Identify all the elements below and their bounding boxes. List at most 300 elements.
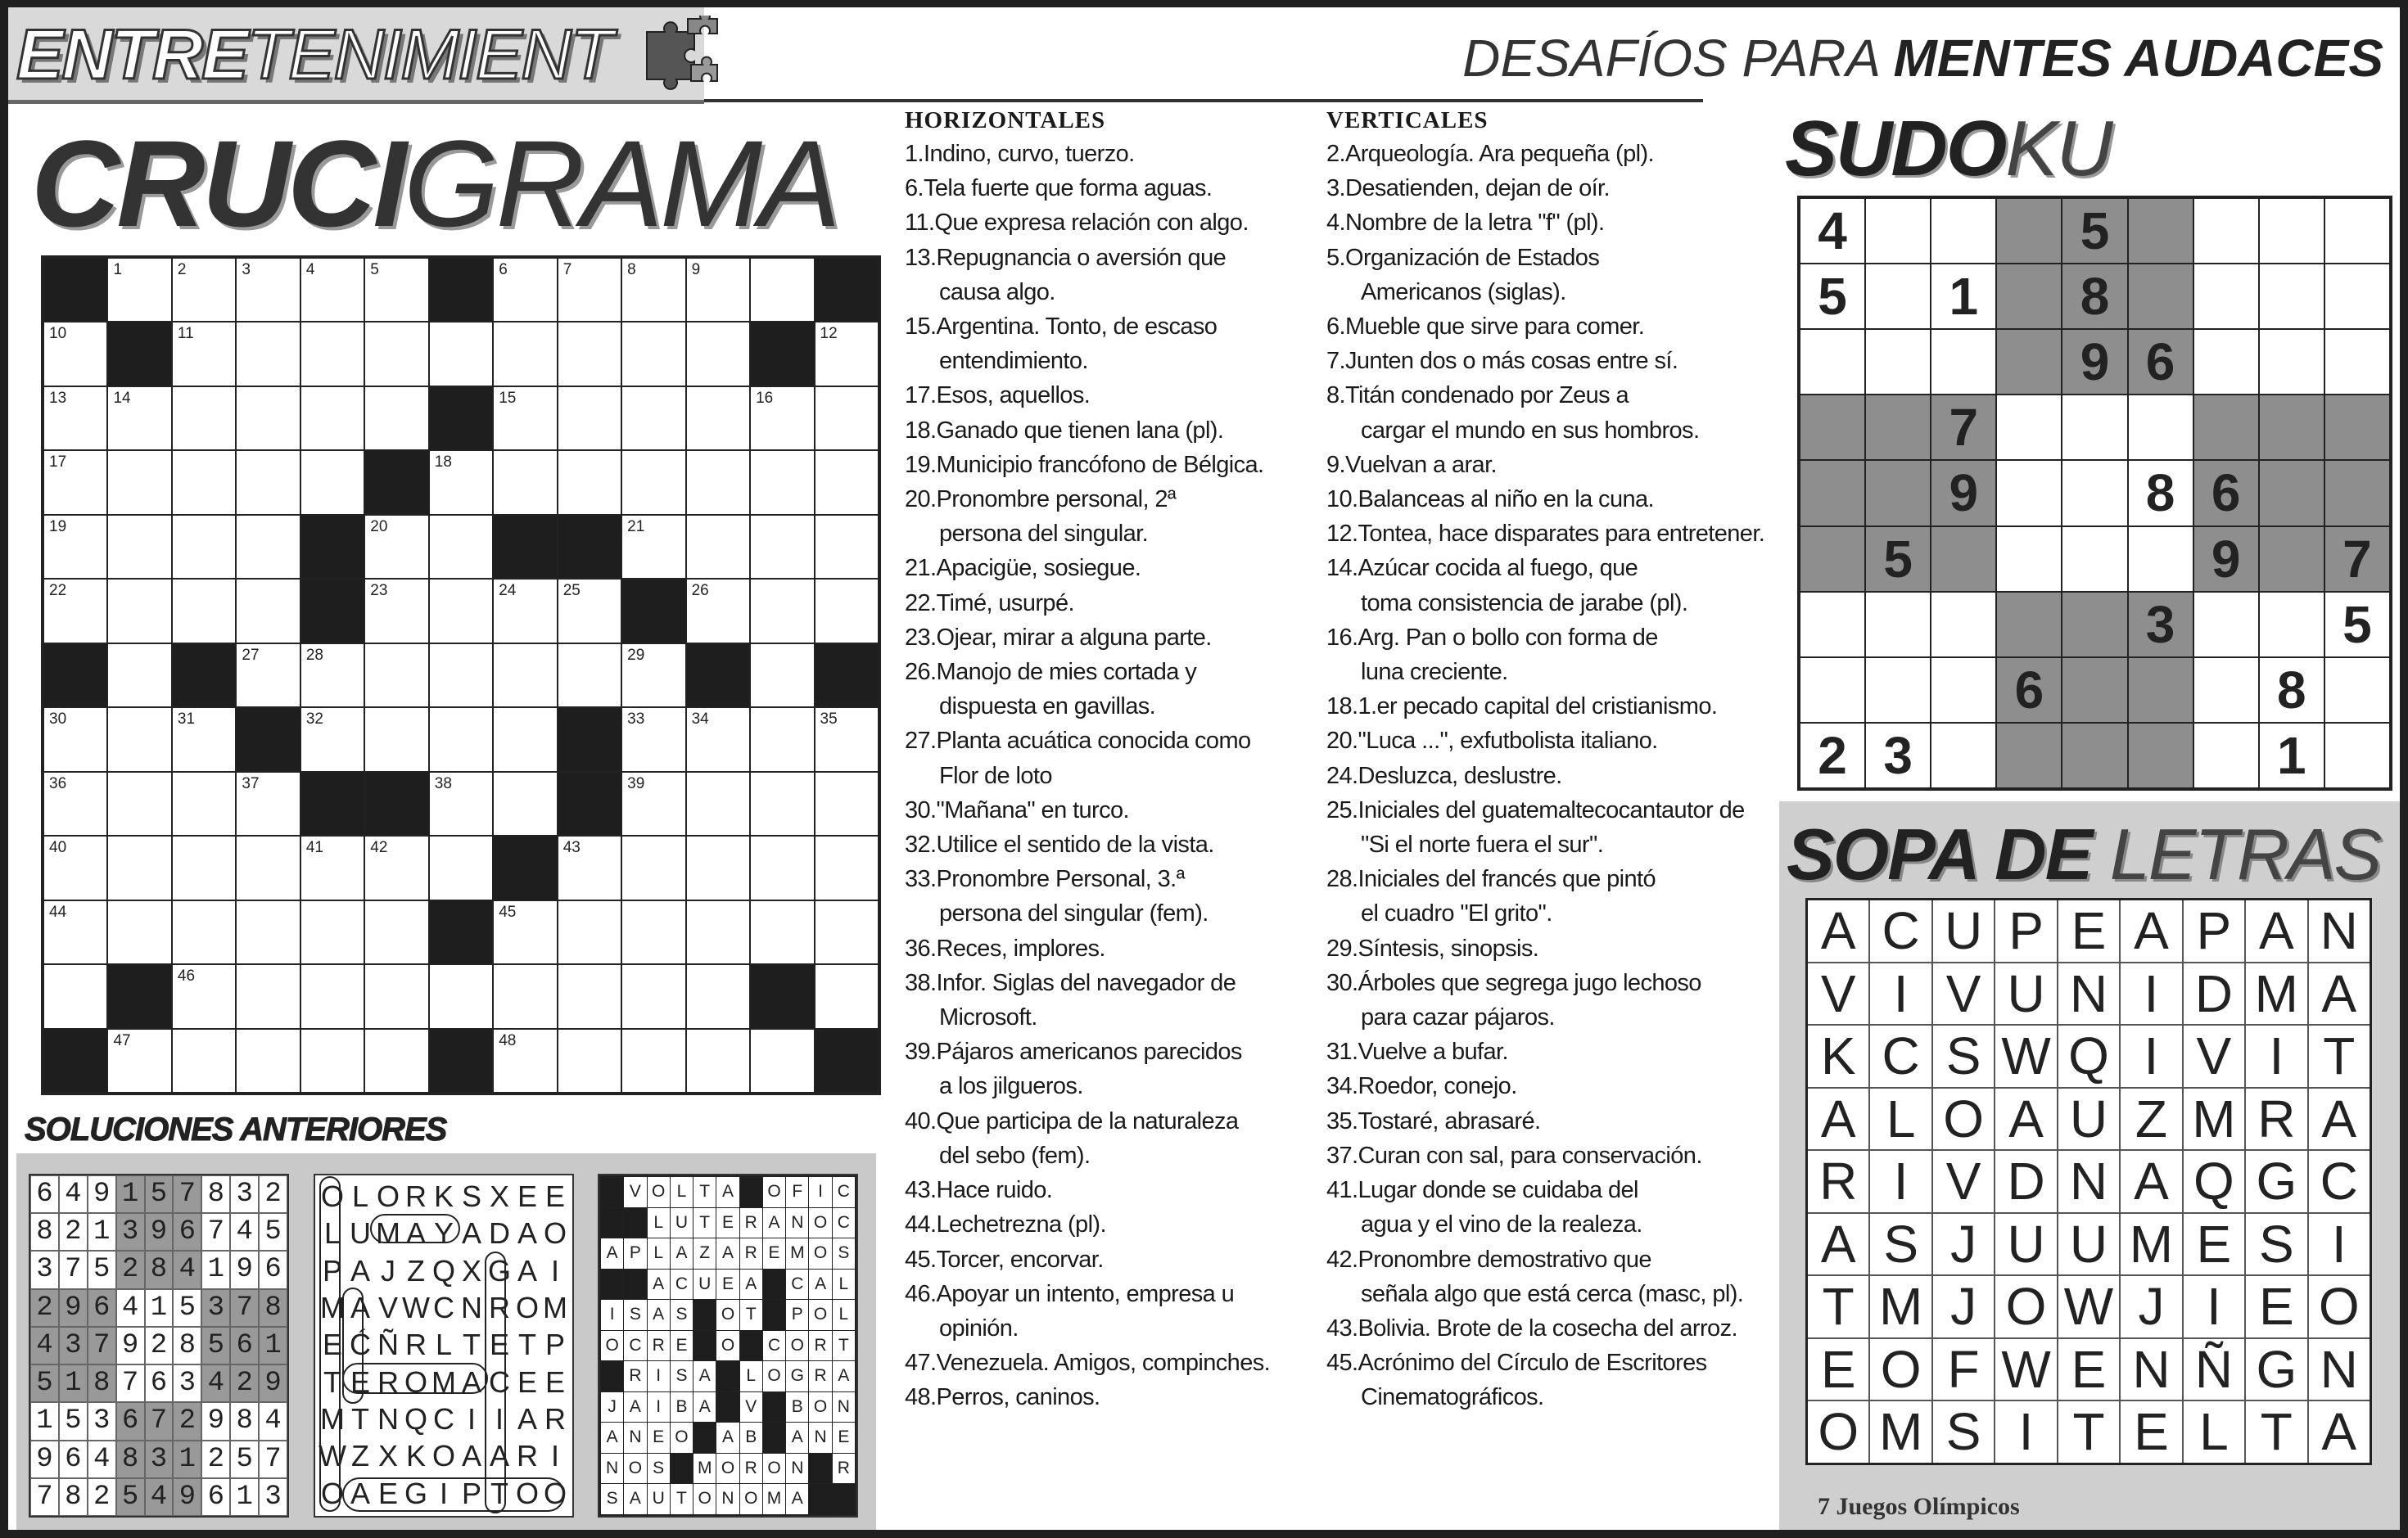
crossword-cell[interactable] <box>751 708 813 770</box>
crossword-cell[interactable] <box>494 773 556 835</box>
word-search-letter[interactable]: N <box>2309 1339 2370 1400</box>
crossword-cell[interactable] <box>237 773 299 835</box>
crossword-cell[interactable] <box>237 901 299 963</box>
crossword-cell[interactable] <box>237 580 299 642</box>
word-search-letter[interactable]: L <box>2184 1401 2244 1463</box>
crossword-cell[interactable] <box>687 451 749 513</box>
crossword-cell[interactable] <box>751 773 813 835</box>
sudoku-empty-cell[interactable] <box>1866 461 1930 525</box>
crossword-cell[interactable] <box>108 837 170 899</box>
crossword-cell[interactable] <box>237 451 299 513</box>
sudoku-empty-cell[interactable] <box>2129 395 2193 459</box>
word-search-letter[interactable]: T <box>2246 1401 2306 1463</box>
word-search-letter[interactable]: O <box>1995 1276 2056 1337</box>
word-search-letter[interactable]: O <box>1870 1339 1931 1400</box>
word-search-letter[interactable]: J <box>2121 1276 2181 1337</box>
word-search-letter[interactable]: I <box>2246 1026 2306 1087</box>
word-search-letter[interactable]: U <box>1995 1214 2056 1275</box>
crossword-cell[interactable] <box>687 387 749 449</box>
crossword-cell[interactable] <box>430 773 492 835</box>
sudoku-empty-cell[interactable] <box>2129 527 2193 591</box>
solution-word-search-letter: A <box>461 1364 481 1399</box>
crossword-cell[interactable] <box>365 259 427 321</box>
word-search-letter[interactable]: M <box>1870 1276 1931 1337</box>
word-search-letter[interactable]: O <box>1933 1089 1994 1150</box>
word-search-letter[interactable]: C <box>1870 1026 1931 1087</box>
solution-word-search-letter: J <box>381 1253 395 1288</box>
crossword-cell[interactable] <box>108 516 170 578</box>
crossword-cell[interactable] <box>751 901 813 963</box>
word-search-letter[interactable]: Z <box>2121 1089 2181 1150</box>
word-search-letter[interactable]: W <box>1995 1339 2056 1400</box>
crossword-cell[interactable] <box>430 644 492 706</box>
crossword-cell[interactable] <box>430 708 492 770</box>
crossword-cell[interactable] <box>687 901 749 963</box>
word-search-letter[interactable]: I <box>1870 963 1931 1025</box>
crossword-cell[interactable] <box>365 901 427 963</box>
crossword-cell[interactable] <box>558 837 621 899</box>
crossword-cell[interactable] <box>237 259 299 321</box>
sudoku-empty-cell[interactable] <box>1931 330 1995 394</box>
sudoku-empty-cell[interactable] <box>2194 199 2258 263</box>
word-search-letter[interactable]: I <box>2184 1276 2244 1337</box>
sudoku-empty-cell[interactable] <box>2062 527 2126 591</box>
sudoku-empty-cell[interactable] <box>2260 461 2324 525</box>
sudoku-empty-cell[interactable] <box>2260 593 2324 656</box>
crossword-cell[interactable] <box>815 837 878 899</box>
crossword-cell[interactable] <box>494 644 556 706</box>
crossword-cell[interactable] <box>494 1030 556 1092</box>
crossword-cell[interactable] <box>494 322 556 385</box>
solution-word-search-letter: R <box>377 1364 399 1399</box>
clue-line: 6.Tela fuerte que forma aguas. <box>905 175 1213 202</box>
crossword-cell[interactable] <box>237 387 299 449</box>
sudoku-empty-cell[interactable] <box>1866 264 1930 328</box>
crossword-cell[interactable] <box>494 580 556 642</box>
crossword-cell[interactable] <box>430 516 492 578</box>
crossword-cell[interactable] <box>237 322 299 385</box>
crossword-cell[interactable] <box>44 580 106 642</box>
crossword-cell[interactable] <box>687 516 749 578</box>
crossword-cell[interactable] <box>751 259 813 321</box>
word-search-letter[interactable]: Q <box>2184 1151 2244 1212</box>
crossword-cell[interactable] <box>173 387 235 449</box>
crossword-cell[interactable] <box>815 708 878 770</box>
word-search-letter[interactable]: A <box>2309 963 2370 1025</box>
crossword-cell[interactable] <box>815 451 878 513</box>
crossword-cell[interactable] <box>494 387 556 449</box>
sudoku-empty-cell[interactable] <box>1866 593 1930 656</box>
word-search-letter[interactable]: V <box>2184 1026 2244 1087</box>
word-search-letter[interactable]: E <box>2058 1339 2119 1400</box>
crossword-cell[interactable] <box>365 516 427 578</box>
solution-crossword-black <box>763 1300 785 1330</box>
word-search-letter[interactable]: U <box>1933 900 1994 962</box>
crossword-cell[interactable] <box>558 451 621 513</box>
word-search-letter[interactable]: A <box>2246 900 2306 962</box>
word-search-letter[interactable]: A <box>2121 1151 2181 1212</box>
sudoku-empty-cell[interactable] <box>2062 724 2126 787</box>
crossword-cell[interactable] <box>622 773 684 835</box>
sudoku-empty-cell[interactable] <box>2194 593 2258 656</box>
crossword-cell[interactable] <box>108 901 170 963</box>
word-search-letter[interactable]: S <box>2246 1214 2306 1275</box>
crossword-cell[interactable] <box>365 322 427 385</box>
crossword-cell[interactable] <box>173 580 235 642</box>
crossword-cell[interactable] <box>44 965 106 1027</box>
sudoku-empty-cell[interactable] <box>2194 330 2258 394</box>
sudoku-empty-cell[interactable] <box>1997 330 2061 394</box>
clue-line: 22.Timé, usurpé. <box>905 589 1074 616</box>
word-search-letter[interactable]: P <box>1995 900 2056 962</box>
word-search-letter[interactable]: P <box>2184 900 2244 962</box>
crossword-cell[interactable] <box>44 387 106 449</box>
crossword-cell[interactable] <box>430 322 492 385</box>
word-search-letter[interactable]: D <box>2184 963 2244 1025</box>
crossword-cell[interactable] <box>622 451 684 513</box>
crossword-cell[interactable] <box>430 451 492 513</box>
crossword-cell[interactable] <box>44 773 106 835</box>
crossword-cell[interactable] <box>237 1030 299 1092</box>
crossword-cell[interactable] <box>108 773 170 835</box>
crossword-cell[interactable] <box>815 965 878 1027</box>
word-search-letter[interactable]: Ñ <box>2184 1339 2244 1400</box>
word-search-letter[interactable]: V <box>1933 963 1994 1025</box>
crossword-cell[interactable] <box>301 965 364 1027</box>
crossword-cell[interactable] <box>494 451 556 513</box>
sudoku-empty-cell[interactable] <box>2129 658 2193 722</box>
solution-crossword-black <box>693 1300 716 1330</box>
sudoku-empty-cell[interactable] <box>1931 724 1995 787</box>
sudoku-empty-cell[interactable] <box>2325 264 2389 328</box>
crossword-cell[interactable] <box>751 644 813 706</box>
sudoku-empty-cell[interactable] <box>1931 593 1995 656</box>
word-search-letter[interactable]: E <box>2121 1401 2181 1463</box>
word-search-letter[interactable]: G <box>2246 1339 2306 1400</box>
word-search-letter[interactable]: K <box>1808 1026 1868 1087</box>
crossword-cell[interactable] <box>751 837 813 899</box>
crossword-cell[interactable] <box>173 965 235 1027</box>
sudoku-empty-cell[interactable] <box>1997 527 2061 591</box>
word-search-letter[interactable]: F <box>1933 1339 1994 1400</box>
crossword-cell[interactable] <box>622 644 684 706</box>
word-search-letter[interactable]: A <box>2309 1089 2370 1150</box>
word-search-letter[interactable]: E <box>2184 1214 2244 1275</box>
crossword-cell[interactable] <box>751 451 813 513</box>
word-search-letter[interactable]: V <box>1808 963 1868 1025</box>
crossword-cell[interactable] <box>815 773 878 835</box>
sudoku-empty-cell[interactable] <box>1997 593 2061 656</box>
word-search-letter[interactable]: J <box>1933 1276 1994 1337</box>
word-search-letter[interactable]: E <box>2246 1276 2306 1337</box>
word-search-letter[interactable]: V <box>1933 1151 1994 1212</box>
sudoku-empty-cell[interactable] <box>1997 395 2061 459</box>
crossword-cell[interactable] <box>173 773 235 835</box>
crossword-cell[interactable] <box>815 901 878 963</box>
crossword-cell[interactable] <box>558 644 621 706</box>
crossword-cell[interactable] <box>365 644 427 706</box>
crossword-cell[interactable] <box>301 451 364 513</box>
crossword-cell[interactable] <box>687 580 749 642</box>
sudoku-empty-cell[interactable] <box>1931 199 1995 263</box>
crossword-cell[interactable] <box>622 708 684 770</box>
word-search-letter[interactable]: M <box>2184 1089 2244 1150</box>
sudoku-empty-cell[interactable] <box>2260 264 2324 328</box>
word-search-letter[interactable]: O <box>2309 1276 2370 1337</box>
word-search-letter[interactable]: A <box>2309 1401 2370 1463</box>
crossword-clue-number: 38 <box>434 774 452 792</box>
crossword-cell[interactable] <box>815 322 878 385</box>
crossword-cell[interactable] <box>622 322 684 385</box>
crossword-cell[interactable] <box>622 901 684 963</box>
crossword-cell[interactable] <box>430 837 492 899</box>
word-search-letter[interactable]: A <box>2121 900 2181 962</box>
crossword-cell[interactable] <box>430 965 492 1027</box>
sudoku-empty-cell[interactable] <box>2129 724 2193 787</box>
crossword-cell[interactable] <box>622 516 684 578</box>
word-search-letter[interactable]: I <box>2121 963 2181 1025</box>
crossword-cell[interactable] <box>108 451 170 513</box>
word-search-letter[interactable]: W <box>1995 1026 2056 1087</box>
crossword-cell[interactable] <box>108 1030 170 1092</box>
word-search-letter[interactable]: D <box>1995 1151 2056 1212</box>
solution-crossword-letter: O <box>809 1238 831 1269</box>
crossword-cell[interactable] <box>301 837 364 899</box>
sudoku-empty-cell[interactable] <box>2260 199 2324 263</box>
crossword-cell[interactable] <box>237 644 299 706</box>
sudoku-empty-cell[interactable] <box>1800 593 1864 656</box>
word-search-letter[interactable]: N <box>2058 1151 2119 1212</box>
word-search-letter[interactable]: T <box>1808 1276 1868 1337</box>
crossword-cell[interactable] <box>173 837 235 899</box>
word-search-letter[interactable]: U <box>1995 963 2056 1025</box>
sudoku-empty-cell[interactable] <box>2194 658 2258 722</box>
crossword-cell[interactable] <box>751 387 813 449</box>
word-search-letter[interactable]: U <box>2058 1214 2119 1275</box>
sudoku-empty-cell[interactable] <box>2260 527 2324 591</box>
sudoku-empty-cell[interactable] <box>1997 461 2061 525</box>
sudoku-empty-cell[interactable] <box>1931 658 1995 722</box>
crossword-cell[interactable] <box>301 901 364 963</box>
word-search-letter[interactable]: R <box>2246 1089 2306 1150</box>
crossword-cell[interactable] <box>108 580 170 642</box>
crossword-cell[interactable] <box>108 387 170 449</box>
crossword-cell[interactable] <box>687 965 749 1027</box>
crossword-cell[interactable] <box>494 708 556 770</box>
crossword-cell[interactable] <box>365 1030 427 1092</box>
word-search-letter[interactable]: T <box>2309 1026 2370 1087</box>
crossword-cell[interactable] <box>237 516 299 578</box>
crossword-cell[interactable] <box>301 1030 364 1092</box>
sudoku-empty-cell[interactable] <box>2325 395 2389 459</box>
crossword-cell[interactable] <box>173 1030 235 1092</box>
crossword-cell[interactable] <box>622 965 684 1027</box>
crossword-cell[interactable] <box>108 644 170 706</box>
crossword-cell[interactable] <box>687 708 749 770</box>
word-search-letter[interactable]: I <box>1995 1401 2056 1463</box>
solution-crossword-letter: N <box>809 1423 831 1453</box>
sudoku-empty-cell[interactable] <box>2260 330 2324 394</box>
crossword-cell[interactable] <box>815 516 878 578</box>
word-search-letter[interactable]: T <box>2058 1401 2119 1463</box>
sudoku-empty-cell[interactable] <box>2325 199 2389 263</box>
sudoku-empty-cell[interactable] <box>1866 395 1930 459</box>
crossword-cell[interactable] <box>44 708 106 770</box>
crossword-cell[interactable] <box>301 322 364 385</box>
crossword-cell[interactable] <box>430 580 492 642</box>
crossword-cell[interactable] <box>751 516 813 578</box>
crossword-cell[interactable] <box>44 322 106 385</box>
crossword-cell[interactable] <box>237 965 299 1027</box>
crossword-cell[interactable] <box>687 837 749 899</box>
crossword-cell[interactable] <box>173 901 235 963</box>
crossword-cell[interactable] <box>173 259 235 321</box>
sudoku-empty-cell[interactable] <box>1997 264 2061 328</box>
sudoku-empty-cell[interactable] <box>1800 527 1864 591</box>
sudoku-empty-cell[interactable] <box>2129 264 2193 328</box>
crossword-cell[interactable] <box>687 773 749 835</box>
crossword-cell[interactable] <box>237 837 299 899</box>
crossword-cell[interactable] <box>558 901 621 963</box>
crossword-cell[interactable] <box>365 708 427 770</box>
sudoku-empty-cell[interactable] <box>2194 724 2258 787</box>
sudoku-empty-cell[interactable] <box>1800 395 1864 459</box>
word-search-letter[interactable]: A <box>1808 1214 1868 1275</box>
word-search-letter[interactable]: L <box>1870 1089 1931 1150</box>
word-search-letter[interactable]: J <box>1933 1214 1994 1275</box>
word-search-letter[interactable]: W <box>2058 1276 2119 1337</box>
word-search-letter[interactable]: M <box>2121 1214 2181 1275</box>
sudoku-empty-cell[interactable] <box>1931 527 1995 591</box>
sudoku-empty-cell[interactable] <box>2062 461 2126 525</box>
crossword-cell[interactable] <box>687 1030 749 1092</box>
crossword-cell[interactable] <box>108 708 170 770</box>
crossword-cell[interactable] <box>365 837 427 899</box>
word-search-letter[interactable]: C <box>2309 1151 2370 1212</box>
crossword-cell[interactable] <box>494 259 556 321</box>
crossword-cell[interactable] <box>494 901 556 963</box>
crossword-cell[interactable] <box>558 965 621 1027</box>
sudoku-empty-cell[interactable] <box>1997 724 2061 787</box>
sudoku-empty-cell[interactable] <box>1866 330 1930 394</box>
crossword-cell[interactable] <box>558 322 621 385</box>
sudoku-empty-cell[interactable] <box>1800 461 1864 525</box>
sudoku-empty-cell[interactable] <box>2260 395 2324 459</box>
crossword-cell[interactable] <box>301 387 364 449</box>
word-search-letter[interactable]: Q <box>2058 1026 2119 1087</box>
sudoku-empty-cell[interactable] <box>2062 658 2126 722</box>
sudoku-empty-cell[interactable] <box>1866 199 1930 263</box>
solution-crossword-black <box>624 1270 646 1300</box>
crossword-cell[interactable] <box>365 580 427 642</box>
word-search-letter[interactable]: N <box>2309 900 2370 962</box>
crossword-cell[interactable] <box>173 708 235 770</box>
word-search-letter[interactable]: M <box>2246 963 2306 1025</box>
word-search-letter[interactable]: I <box>1870 1151 1931 1212</box>
word-search-letter[interactable]: M <box>1870 1401 1931 1463</box>
crossword-cell[interactable] <box>815 387 878 449</box>
word-search-letter[interactable]: A <box>1808 900 1868 962</box>
sudoku-empty-cell[interactable] <box>1800 330 1864 394</box>
crossword-cell[interactable] <box>173 451 235 513</box>
crossword-cell[interactable] <box>687 259 749 321</box>
word-search-letter[interactable]: S <box>1870 1214 1931 1275</box>
crossword-cell[interactable] <box>365 387 427 449</box>
crossword-cell[interactable] <box>751 580 813 642</box>
sudoku-empty-cell[interactable] <box>2325 461 2389 525</box>
solution-crossword-letter: G <box>786 1361 808 1391</box>
sudoku-empty-cell[interactable] <box>2062 395 2126 459</box>
sudoku-empty-cell[interactable] <box>2325 724 2389 787</box>
crossword-cell[interactable] <box>108 259 170 321</box>
crossword-cell[interactable] <box>365 965 427 1027</box>
word-search-letter[interactable]: O <box>1808 1401 1868 1463</box>
word-search-letter[interactable]: C <box>1870 900 1931 962</box>
crossword-cell[interactable] <box>494 965 556 1027</box>
solution-sudoku-digit: 6 <box>116 1402 145 1440</box>
sudoku-empty-cell[interactable] <box>1997 199 2061 263</box>
crossword-cell[interactable] <box>558 580 621 642</box>
word-search-letter[interactable]: U <box>2058 1089 2119 1150</box>
word-search-letter[interactable]: R <box>1808 1151 1868 1212</box>
crossword-cell[interactable] <box>301 259 364 321</box>
crossword-cell[interactable] <box>558 259 621 321</box>
crossword-cell[interactable] <box>44 451 106 513</box>
word-search-letter[interactable]: I <box>2121 1026 2181 1087</box>
word-search-letter[interactable]: N <box>2058 963 2119 1025</box>
sudoku-empty-cell[interactable] <box>2062 593 2126 656</box>
sudoku-empty-cell[interactable] <box>1800 658 1864 722</box>
crossword-cell[interactable] <box>751 1030 813 1092</box>
word-search-letter[interactable]: A <box>1808 1089 1868 1150</box>
word-search-letter[interactable]: A <box>1995 1089 2056 1150</box>
word-search-letter[interactable]: S <box>1933 1026 1994 1087</box>
word-search-letter[interactable]: N <box>2121 1339 2181 1400</box>
word-search-letter[interactable]: E <box>2058 900 2119 962</box>
crossword-cell[interactable] <box>815 580 878 642</box>
sudoku-empty-cell[interactable] <box>2194 264 2258 328</box>
crossword-cell[interactable] <box>558 1030 621 1092</box>
crossword-cell[interactable] <box>301 644 364 706</box>
sudoku-empty-cell[interactable] <box>2325 658 2389 722</box>
crossword-cell[interactable] <box>622 1030 684 1092</box>
crossword-cell[interactable] <box>173 516 235 578</box>
solution-crossword-letter: A <box>716 1238 739 1269</box>
word-search-letter[interactable]: E <box>1808 1339 1868 1400</box>
crossword-cell[interactable] <box>558 387 621 449</box>
word-search-letter[interactable]: S <box>1933 1401 1994 1463</box>
crossword-cell[interactable] <box>44 516 106 578</box>
crossword-cell[interactable] <box>687 322 749 385</box>
sudoku-empty-cell[interactable] <box>2129 199 2193 263</box>
crossword-cell[interactable] <box>622 259 684 321</box>
solution-crossword-letter: P <box>786 1300 808 1330</box>
solution-sudoku-digit: 9 <box>30 1441 59 1478</box>
crossword-cell[interactable] <box>622 837 684 899</box>
sudoku-empty-cell[interactable] <box>2194 395 2258 459</box>
crossword-cell[interactable] <box>173 322 235 385</box>
sudoku-empty-cell[interactable] <box>1866 658 1930 722</box>
solution-word-search-letter: E <box>544 1179 565 1213</box>
sudoku-empty-cell[interactable] <box>2325 330 2389 394</box>
crossword-cell[interactable] <box>301 708 364 770</box>
word-search-letter[interactable]: G <box>2246 1151 2306 1212</box>
solution-crossword-letter: E <box>648 1423 670 1453</box>
crossword-cell[interactable] <box>44 901 106 963</box>
crossword-cell[interactable] <box>622 387 684 449</box>
word-search-letter[interactable]: I <box>2309 1214 2370 1275</box>
crossword-cell[interactable] <box>44 837 106 899</box>
